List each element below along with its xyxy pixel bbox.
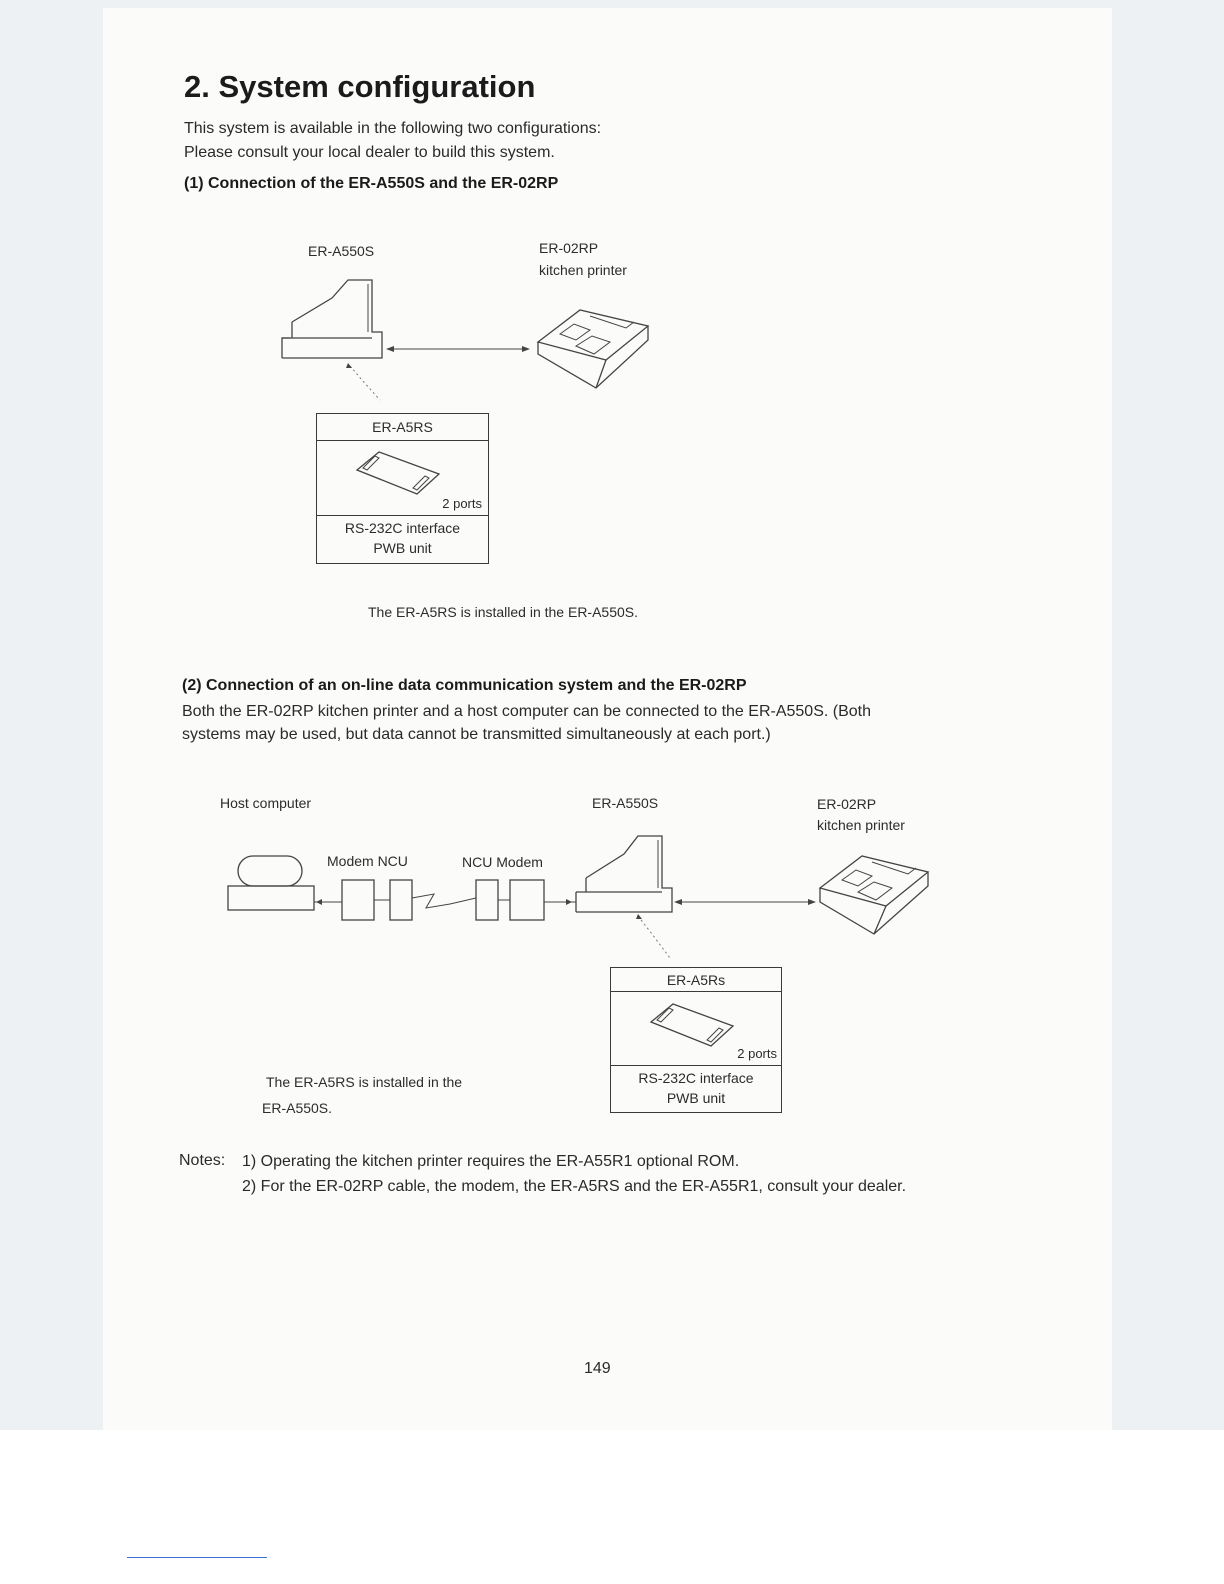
section1-install-lead <box>350 366 380 400</box>
footer-rule <box>127 1557 267 1558</box>
section2-modem-ncu-left: Modem NCU <box>327 853 408 869</box>
section2-host-label: Host computer <box>220 795 312 811</box>
section2-heading: (2) Connection of an on-line data communication system and the ER-02RP <box>182 677 747 694</box>
note-1: 1) Operating the kitchen printer requires the ER-A55R1 optional ROM. <box>242 1153 740 1170</box>
section2-printer-label-1: ER-02RP <box>817 796 877 812</box>
section1-pwb-ports: 2 ports <box>442 496 482 511</box>
section2-printer-label-2: kitchen printer <box>817 817 905 833</box>
section2-modem-ncu-left-icon <box>342 880 412 920</box>
section2-caption-line-2: ER-A550S. <box>262 1100 333 1116</box>
section1-pwb-divider-top <box>317 440 488 441</box>
section2-pwb-divider-top <box>611 991 781 992</box>
section1-register-label: ER-A550S <box>308 243 375 259</box>
section2-pwb-divider-bottom <box>611 1065 781 1066</box>
section2-register-label: ER-A550S <box>592 795 659 811</box>
scan-margin-top <box>0 0 1224 8</box>
section1-heading: (1) Connection of the ER-A550S and the ER-02RP <box>184 175 559 192</box>
section2-desc-line-2: systems may be used, but data cannot be transmitted simultaneously at each port.) <box>182 726 771 743</box>
section1-pwb-caption-1: RS-232C interface <box>344 520 461 536</box>
note-2: 2) For the ER-02RP cable, the modem, the ER-A5RS and the ER-A55R1, consult your dealer. <box>242 1178 907 1195</box>
page-title: 2. System configuration <box>184 69 536 104</box>
intro-line-1: This system is available in the following two configurations: <box>184 120 602 137</box>
section1-pwb-board-icon <box>353 448 443 500</box>
section2-caption-line-1: The ER-A5RS is installed in the <box>266 1074 463 1090</box>
section1-pwb-title: ER-A5RS <box>372 419 433 435</box>
section2-ncu-modem-right-icon <box>476 880 544 920</box>
section2-diagram <box>220 830 940 970</box>
section1-connection-arrow <box>386 346 530 352</box>
scan-margin-right <box>1112 0 1224 1430</box>
section1-register-icon <box>282 280 382 358</box>
section1-printer-label-1: ER-02RP <box>539 240 599 256</box>
section1-caption: The ER-A5RS is installed in the ER-A550S. <box>368 604 639 620</box>
section2-register-icon <box>576 836 672 912</box>
section2-pwb-board-icon <box>647 1000 737 1052</box>
section2-connection-arrow <box>674 899 816 905</box>
section1-printer-label-2: kitchen printer <box>539 262 627 278</box>
section2-pwb-title: ER-A5Rs <box>666 972 726 988</box>
section1-pwb-box <box>316 413 489 564</box>
section2-printer-icon <box>820 856 928 934</box>
section2-pwb-ports: 2 ports <box>737 1046 777 1061</box>
section2-pwb-caption-2: PWB unit <box>666 1090 726 1106</box>
section2-host-computer-icon <box>228 856 314 910</box>
section2-phone-line <box>412 894 476 908</box>
section2-install-lead <box>638 916 670 958</box>
section2-pwb-box <box>610 967 782 1113</box>
section1-diagram <box>270 270 670 420</box>
notes-prefix: Notes: <box>179 1152 226 1169</box>
section2-pwb-caption-1: RS-232C interface <box>638 1070 754 1086</box>
intro-line-2: Please consult your local dealer to build this system. <box>184 144 555 161</box>
page-number: 149 <box>584 1360 611 1377</box>
scan-margin-left <box>0 0 103 1430</box>
section1-pwb-caption-2: PWB unit <box>373 540 432 556</box>
section1-printer-icon <box>538 310 648 388</box>
section2-desc-line-1: Both the ER-02RP kitchen printer and a host computer can be connected to the ER-A550S. (Both <box>182 703 871 720</box>
section2-ncu-modem-right: NCU Modem <box>462 854 543 870</box>
section1-pwb-divider-bottom <box>317 515 488 516</box>
